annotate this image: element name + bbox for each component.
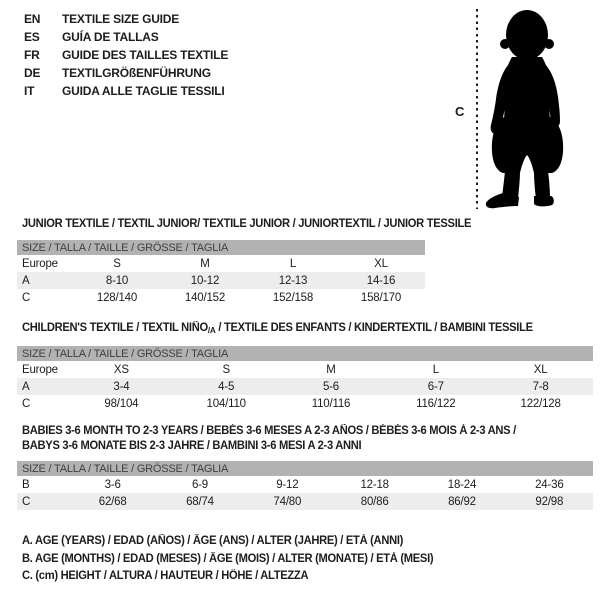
cell-value: 86/92 — [418, 493, 505, 510]
cell-value: 9-12 — [276, 478, 299, 491]
title-text: / TEXTILE DES ENFANTS / KINDERTEXTIL / BAMBINI TESSILE — [215, 322, 533, 334]
language-row — [24, 10, 228, 28]
cell-value: M — [326, 363, 336, 376]
cell-value: 68/74 — [156, 493, 243, 510]
cell-value: 92/98 — [506, 493, 593, 510]
cell-value: 10-12 — [161, 272, 249, 289]
cell-value: 8-10 — [73, 272, 161, 289]
cell-value: 6-7 — [383, 378, 488, 395]
language-row — [24, 64, 228, 82]
cell-value: 4-5 — [174, 378, 279, 395]
cell-value: 12-13 — [249, 272, 337, 289]
section-title-line — [22, 424, 576, 439]
row-label: C — [22, 291, 31, 304]
table-row — [17, 395, 593, 412]
title-text: CHILDREN'S TEXTILE / TEXTIL NIÑO — [22, 322, 208, 334]
cell-value: 18-24 — [447, 478, 477, 491]
cell-value: XS — [113, 363, 129, 376]
title-text: BABIES 3-6 MONTH TO 2-3 YEARS / BEBÉS 3-6 MESES A 2-3 AÑOS / BÉBÉS 3-6 MOIS À 2-3 ANS / — [22, 425, 516, 437]
cell-value: 80/86 — [331, 493, 418, 510]
table-header-cell: SIZE / TALLA / TAILLE / GRÖSSE / TAGLIA — [17, 240, 425, 255]
row-label: A — [17, 272, 73, 289]
cell-value: 128/140 — [96, 291, 138, 304]
cell-value: XL — [533, 363, 548, 376]
toddler-silhouette-icon — [482, 7, 572, 212]
table-header-row — [17, 240, 425, 255]
legend-line: B. AGE (MONTHS) / EDAD (MESES) / ÂGE (MOIS) / ALTER (MONATE) / ETÀ (MESI) — [22, 552, 434, 565]
cell-value: 104/110 — [206, 397, 246, 410]
row-label: C — [17, 493, 69, 510]
language-code: IT — [24, 84, 35, 98]
cell-value: 3-6 — [104, 478, 121, 491]
section-title — [22, 424, 576, 454]
cell-value: 110/116 — [311, 397, 351, 410]
cell-value: 3-4 — [69, 378, 174, 395]
title-text: BABYS 3-6 MONATE BIS 2-3 JAHRE / BAMBINI 3-6 MESI A 2-3 ANNI — [22, 440, 362, 452]
cell-value: 152/158 — [272, 291, 314, 304]
cell-value: L — [289, 257, 297, 270]
language-list — [24, 10, 228, 100]
language-code: EN — [24, 12, 41, 26]
cell-value: 98/104 — [104, 397, 139, 410]
cell-value: M — [200, 257, 210, 270]
table-row — [17, 272, 425, 289]
row-label: Europe — [22, 363, 58, 376]
cell-value: 6-9 — [191, 478, 208, 491]
cell-value: 122/128 — [520, 397, 561, 410]
size-table-junior — [17, 240, 425, 306]
language-label: TEXTILGRÖßENFÜHRUNG — [62, 66, 211, 80]
title-subscript: /A — [207, 325, 216, 335]
section-junior — [17, 217, 472, 306]
height-measure-label: C — [455, 104, 465, 119]
size-table-children — [17, 346, 593, 412]
row-label: B — [22, 478, 30, 491]
row-label: Europe — [22, 257, 58, 270]
table-row — [17, 361, 593, 378]
cell-value: 7-8 — [488, 378, 593, 395]
cell-value: 62/68 — [69, 493, 156, 510]
language-label: GUIDE DES TAILLES TEXTILE — [62, 48, 229, 62]
cell-value: 12-18 — [360, 478, 389, 491]
language-code: ES — [24, 30, 40, 44]
row-label: A — [17, 378, 69, 395]
cell-value: 5-6 — [279, 378, 384, 395]
table-header-cell: SIZE / TALLA / TAILLE / GRÖSSE / TAGLIA — [17, 461, 593, 476]
section-children — [17, 321, 593, 412]
cell-value: 14-16 — [337, 272, 425, 289]
language-row — [24, 46, 228, 64]
cell-value: 158/170 — [360, 291, 402, 304]
legend-line: A. AGE (YEARS) / EDAD (AÑOS) / ÂGE (ANS) / ALTER (JAHRE) / ETÀ (ANNI) — [22, 535, 404, 547]
language-label: GUIDA ALLE TAGLIE TESSILI — [62, 84, 225, 98]
table-header-row — [17, 461, 593, 476]
row-label: C — [22, 397, 31, 410]
language-label: TEXTILE SIZE GUIDE — [62, 12, 180, 26]
cell-value: 116/122 — [416, 397, 456, 410]
cell-value: S — [113, 257, 121, 270]
size-table-babies — [17, 461, 593, 510]
section-title-line — [22, 217, 472, 232]
table-header-cell: SIZE / TALLA / TAILLE / GRÖSSE / TAGLIA — [17, 346, 593, 361]
section-title — [22, 217, 472, 232]
language-row — [24, 28, 228, 46]
section-babies — [17, 424, 593, 510]
legend — [22, 534, 446, 587]
table-row — [17, 255, 425, 272]
table-row — [17, 378, 593, 395]
section-title-line — [22, 321, 576, 336]
legend-line: C. (cm) HEIGHT / ALTURA / HAUTEUR / HÖHE / ALTEZZA — [22, 570, 309, 582]
cell-value: L — [432, 363, 439, 376]
section-title — [22, 321, 576, 336]
table-row — [17, 476, 593, 493]
cell-value: XL — [374, 257, 388, 270]
cell-value: 74/80 — [244, 493, 331, 510]
table-header-row — [17, 346, 593, 361]
section-title-line — [22, 439, 576, 454]
language-label: GUÍA DE TALLAS — [62, 30, 159, 44]
language-code: FR — [24, 48, 40, 62]
language-code: DE — [24, 66, 41, 80]
cell-value: 24-36 — [535, 478, 564, 491]
table-row — [17, 289, 425, 306]
height-measure-dotted-line — [476, 9, 478, 209]
table-row — [17, 493, 593, 510]
cell-value: 140/152 — [184, 291, 226, 304]
language-row — [24, 82, 228, 100]
cell-value: S — [222, 363, 230, 376]
title-text: JUNIOR TEXTILE / TEXTIL JUNIOR/ TEXTILE JUNIOR / JUNIORTEXTIL / JUNIOR TESSILE — [22, 218, 472, 230]
